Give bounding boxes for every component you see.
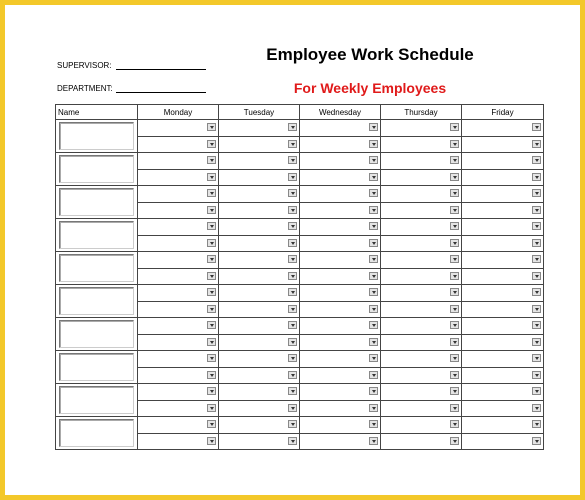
shift-select-cell[interactable] [219, 268, 300, 285]
dropdown-arrow-icon[interactable] [369, 354, 378, 362]
shift-select-cell[interactable] [381, 219, 462, 236]
dropdown-arrow-icon[interactable] [288, 371, 297, 379]
dropdown-arrow-icon[interactable] [532, 321, 541, 329]
shift-select-cell[interactable] [300, 153, 381, 170]
dropdown-arrow-icon[interactable] [369, 371, 378, 379]
shift-select-cell[interactable] [138, 318, 219, 335]
dropdown-arrow-icon[interactable] [532, 338, 541, 346]
department-field[interactable] [116, 92, 206, 93]
dropdown-arrow-icon[interactable] [207, 354, 216, 362]
dropdown-arrow-icon[interactable] [450, 123, 459, 131]
shift-select-cell[interactable] [138, 186, 219, 203]
shift-select-cell[interactable] [138, 153, 219, 170]
shift-select-cell[interactable] [219, 120, 300, 137]
shift-select-cell[interactable] [300, 202, 381, 219]
dropdown-arrow-icon[interactable] [207, 288, 216, 296]
dropdown-arrow-icon[interactable] [207, 321, 216, 329]
dropdown-arrow-icon[interactable] [450, 189, 459, 197]
dropdown-arrow-icon[interactable] [532, 420, 541, 428]
shift-select-cell[interactable] [462, 400, 544, 417]
shift-select-cell[interactable] [381, 433, 462, 450]
dropdown-arrow-icon[interactable] [369, 123, 378, 131]
shift-select-cell[interactable] [138, 235, 219, 252]
dropdown-arrow-icon[interactable] [207, 338, 216, 346]
shift-select-cell[interactable] [138, 136, 219, 153]
employee-name-cell [56, 417, 138, 450]
dropdown-arrow-icon[interactable] [207, 173, 216, 181]
shift-select-cell[interactable] [381, 285, 462, 302]
dropdown-arrow-icon[interactable] [532, 189, 541, 197]
shift-select-cell[interactable] [462, 120, 544, 137]
dropdown-arrow-icon[interactable] [450, 305, 459, 313]
dropdown-arrow-icon[interactable] [532, 272, 541, 280]
dropdown-arrow-icon[interactable] [369, 189, 378, 197]
shift-select-cell[interactable] [219, 367, 300, 384]
dropdown-arrow-icon[interactable] [288, 189, 297, 197]
dropdown-arrow-icon[interactable] [207, 272, 216, 280]
dropdown-arrow-icon[interactable] [450, 404, 459, 412]
dropdown-arrow-icon[interactable] [450, 239, 459, 247]
dropdown-arrow-icon[interactable] [207, 206, 216, 214]
shift-select-cell[interactable] [462, 136, 544, 153]
dropdown-arrow-icon[interactable] [369, 288, 378, 296]
dropdown-arrow-icon[interactable] [207, 189, 216, 197]
schedule-sheet [5, 5, 580, 495]
shift-select-cell[interactable] [462, 367, 544, 384]
shift-select-cell[interactable] [462, 334, 544, 351]
department-label: DEPARTMENT: [57, 84, 113, 93]
shift-select-cell[interactable] [219, 202, 300, 219]
dropdown-arrow-icon[interactable] [532, 255, 541, 263]
employee-name-input[interactable] [59, 122, 134, 150]
table-row [56, 417, 544, 434]
dropdown-arrow-icon[interactable] [288, 404, 297, 412]
shift-select-cell[interactable] [381, 202, 462, 219]
dropdown-arrow-icon[interactable] [288, 140, 297, 148]
dropdown-arrow-icon[interactable] [532, 288, 541, 296]
dropdown-arrow-icon[interactable] [369, 173, 378, 181]
shift-select-cell[interactable] [381, 268, 462, 285]
dropdown-arrow-icon[interactable] [288, 239, 297, 247]
shift-select-cell[interactable] [462, 153, 544, 170]
shift-select-cell[interactable] [462, 351, 544, 368]
employee-name-cell [56, 153, 138, 186]
supervisor-field[interactable] [116, 69, 206, 70]
day-column-header: Thursday [381, 105, 462, 120]
shift-select-cell[interactable] [138, 384, 219, 401]
shift-select-cell[interactable] [300, 120, 381, 137]
dropdown-arrow-icon[interactable] [450, 321, 459, 329]
employee-name-cell [56, 351, 138, 384]
employee-name-input[interactable] [59, 254, 134, 282]
shift-select-cell[interactable] [300, 136, 381, 153]
dropdown-arrow-icon[interactable] [288, 338, 297, 346]
dropdown-arrow-icon[interactable] [532, 123, 541, 131]
table-row [56, 219, 544, 236]
dropdown-arrow-icon[interactable] [207, 420, 216, 428]
dropdown-arrow-icon[interactable] [207, 404, 216, 412]
dropdown-arrow-icon[interactable] [450, 173, 459, 181]
shift-select-cell[interactable] [462, 252, 544, 269]
dropdown-arrow-icon[interactable] [450, 338, 459, 346]
dropdown-arrow-icon[interactable] [450, 288, 459, 296]
supervisor-label: SUPERVISOR: [57, 61, 112, 70]
dropdown-arrow-icon[interactable] [369, 321, 378, 329]
shift-select-cell[interactable] [300, 219, 381, 236]
shift-select-cell[interactable] [462, 433, 544, 450]
employee-name-input[interactable] [59, 353, 134, 381]
shift-select-cell[interactable] [138, 219, 219, 236]
shift-select-cell[interactable] [138, 169, 219, 186]
employee-name-cell [56, 252, 138, 285]
table-row [56, 120, 544, 137]
shift-select-cell[interactable] [300, 301, 381, 318]
dropdown-arrow-icon[interactable] [450, 437, 459, 445]
shift-select-cell[interactable] [300, 235, 381, 252]
shift-select-cell[interactable] [138, 120, 219, 137]
shift-select-cell[interactable] [381, 318, 462, 335]
header-row [56, 105, 544, 120]
shift-select-cell[interactable] [462, 301, 544, 318]
dropdown-arrow-icon[interactable] [369, 338, 378, 346]
day-column-header: Friday [462, 105, 544, 120]
page-subtitle: For Weekly Employees [293, 80, 447, 96]
shift-select-cell[interactable] [381, 169, 462, 186]
dropdown-arrow-icon[interactable] [369, 156, 378, 164]
shift-select-cell[interactable] [462, 285, 544, 302]
shift-select-cell[interactable] [138, 433, 219, 450]
dropdown-arrow-icon[interactable] [288, 255, 297, 263]
dropdown-arrow-icon[interactable] [369, 239, 378, 247]
dropdown-arrow-icon[interactable] [369, 255, 378, 263]
schedule-body [56, 120, 544, 450]
dropdown-arrow-icon[interactable] [450, 371, 459, 379]
shift-select-cell[interactable] [381, 301, 462, 318]
dropdown-arrow-icon[interactable] [450, 272, 459, 280]
shift-select-cell[interactable] [138, 400, 219, 417]
shift-select-cell[interactable] [300, 433, 381, 450]
shift-select-cell[interactable] [300, 417, 381, 434]
dropdown-arrow-icon[interactable] [288, 123, 297, 131]
employee-name-cell [56, 186, 138, 219]
shift-select-cell[interactable] [381, 252, 462, 269]
dropdown-arrow-icon[interactable] [532, 156, 541, 164]
dropdown-arrow-icon[interactable] [288, 420, 297, 428]
dropdown-arrow-icon[interactable] [450, 140, 459, 148]
dropdown-arrow-icon[interactable] [369, 437, 378, 445]
employee-name-input[interactable] [59, 320, 134, 348]
shift-select-cell[interactable] [138, 301, 219, 318]
shift-select-cell[interactable] [300, 285, 381, 302]
shift-select-cell[interactable] [138, 285, 219, 302]
dropdown-arrow-icon[interactable] [450, 222, 459, 230]
shift-select-cell[interactable] [462, 318, 544, 335]
shift-select-cell[interactable] [300, 384, 381, 401]
dropdown-arrow-icon[interactable] [288, 156, 297, 164]
shift-select-cell[interactable] [138, 367, 219, 384]
shift-select-cell[interactable] [219, 235, 300, 252]
dropdown-arrow-icon[interactable] [288, 173, 297, 181]
employee-name-input[interactable] [59, 188, 134, 216]
shift-select-cell[interactable] [219, 219, 300, 236]
shift-select-cell[interactable] [381, 334, 462, 351]
table-row [56, 186, 544, 203]
dropdown-arrow-icon[interactable] [288, 222, 297, 230]
shift-select-cell[interactable] [300, 334, 381, 351]
shift-select-cell[interactable] [300, 351, 381, 368]
shift-select-cell[interactable] [300, 186, 381, 203]
shift-select-cell[interactable] [219, 433, 300, 450]
shift-select-cell[interactable] [138, 252, 219, 269]
dropdown-arrow-icon[interactable] [532, 404, 541, 412]
dropdown-arrow-icon[interactable] [450, 387, 459, 395]
dropdown-arrow-icon[interactable] [288, 321, 297, 329]
day-column-header: Monday [138, 105, 219, 120]
shift-select-cell[interactable] [381, 120, 462, 137]
dropdown-arrow-icon[interactable] [369, 222, 378, 230]
shift-select-cell[interactable] [219, 153, 300, 170]
shift-select-cell[interactable] [381, 235, 462, 252]
shift-select-cell[interactable] [138, 334, 219, 351]
table-row [56, 285, 544, 302]
dropdown-arrow-icon[interactable] [369, 305, 378, 313]
shift-select-cell[interactable] [462, 384, 544, 401]
shift-select-cell[interactable] [300, 318, 381, 335]
shift-select-cell[interactable] [219, 351, 300, 368]
dropdown-arrow-icon[interactable] [288, 288, 297, 296]
dropdown-arrow-icon[interactable] [207, 239, 216, 247]
day-column-header: Wednesday [300, 105, 381, 120]
shift-select-cell[interactable] [219, 301, 300, 318]
table-row [56, 153, 544, 170]
dropdown-arrow-icon[interactable] [288, 437, 297, 445]
dropdown-arrow-icon[interactable] [450, 156, 459, 164]
shift-select-cell[interactable] [462, 268, 544, 285]
dropdown-arrow-icon[interactable] [450, 420, 459, 428]
shift-select-cell[interactable] [462, 202, 544, 219]
shift-select-cell[interactable] [462, 169, 544, 186]
shift-select-cell[interactable] [300, 268, 381, 285]
table-row [56, 351, 544, 368]
dropdown-arrow-icon[interactable] [207, 371, 216, 379]
dropdown-arrow-icon[interactable] [207, 255, 216, 263]
dropdown-arrow-icon[interactable] [207, 305, 216, 313]
dropdown-arrow-icon[interactable] [207, 156, 216, 164]
dropdown-arrow-icon[interactable] [369, 272, 378, 280]
shift-select-cell[interactable] [219, 384, 300, 401]
shift-select-cell[interactable] [300, 367, 381, 384]
employee-name-cell [56, 318, 138, 351]
employee-name-cell [56, 285, 138, 318]
dropdown-arrow-icon[interactable] [369, 420, 378, 428]
shift-select-cell[interactable] [138, 417, 219, 434]
employee-name-input[interactable] [59, 221, 134, 249]
dropdown-arrow-icon[interactable] [532, 206, 541, 214]
dropdown-arrow-icon[interactable] [532, 222, 541, 230]
shift-select-cell[interactable] [381, 351, 462, 368]
employee-name-cell [56, 219, 138, 252]
dropdown-arrow-icon[interactable] [288, 206, 297, 214]
employee-name-input[interactable] [59, 386, 134, 414]
shift-select-cell[interactable] [219, 136, 300, 153]
shift-select-cell[interactable] [381, 186, 462, 203]
shift-select-cell[interactable] [381, 153, 462, 170]
shift-select-cell[interactable] [300, 252, 381, 269]
table-row [56, 252, 544, 269]
dropdown-arrow-icon[interactable] [450, 206, 459, 214]
dropdown-arrow-icon[interactable] [532, 173, 541, 181]
day-column-header: Tuesday [219, 105, 300, 120]
shift-select-cell[interactable] [462, 235, 544, 252]
dropdown-arrow-icon[interactable] [369, 206, 378, 214]
dropdown-arrow-icon[interactable] [288, 305, 297, 313]
dropdown-arrow-icon[interactable] [207, 437, 216, 445]
dropdown-arrow-icon[interactable] [532, 387, 541, 395]
shift-select-cell[interactable] [300, 169, 381, 186]
dropdown-arrow-icon[interactable] [450, 354, 459, 362]
dropdown-arrow-icon[interactable] [288, 354, 297, 362]
dropdown-arrow-icon[interactable] [207, 123, 216, 131]
shift-select-cell[interactable] [381, 384, 462, 401]
shift-select-cell[interactable] [219, 169, 300, 186]
dropdown-arrow-icon[interactable] [207, 140, 216, 148]
dropdown-arrow-icon[interactable] [532, 371, 541, 379]
dropdown-arrow-icon[interactable] [532, 140, 541, 148]
shift-select-cell[interactable] [138, 268, 219, 285]
shift-select-cell[interactable] [462, 186, 544, 203]
name-column-header: Name [56, 105, 138, 120]
dropdown-arrow-icon[interactable] [532, 437, 541, 445]
employee-name-input[interactable] [59, 287, 134, 315]
employee-name-cell [56, 120, 138, 153]
shift-select-cell[interactable] [138, 202, 219, 219]
dropdown-arrow-icon[interactable] [288, 387, 297, 395]
shift-select-cell[interactable] [219, 334, 300, 351]
employee-name-cell [56, 384, 138, 417]
dropdown-arrow-icon[interactable] [532, 239, 541, 247]
shift-select-cell[interactable] [381, 367, 462, 384]
shift-select-cell[interactable] [219, 417, 300, 434]
dropdown-arrow-icon[interactable] [532, 354, 541, 362]
employee-name-input[interactable] [59, 155, 134, 183]
shift-select-cell[interactable] [219, 400, 300, 417]
table-row [56, 318, 544, 335]
shift-select-cell[interactable] [300, 400, 381, 417]
dropdown-arrow-icon[interactable] [207, 387, 216, 395]
shift-select-cell[interactable] [138, 351, 219, 368]
shift-select-cell[interactable] [219, 252, 300, 269]
employee-name-input[interactable] [59, 419, 134, 447]
shift-select-cell[interactable] [381, 136, 462, 153]
dropdown-arrow-icon[interactable] [532, 305, 541, 313]
table-row [56, 384, 544, 401]
dropdown-arrow-icon[interactable] [369, 387, 378, 395]
shift-select-cell[interactable] [381, 400, 462, 417]
dropdown-arrow-icon[interactable] [207, 222, 216, 230]
dropdown-arrow-icon[interactable] [288, 272, 297, 280]
shift-select-cell[interactable] [219, 186, 300, 203]
dropdown-arrow-icon[interactable] [450, 255, 459, 263]
dropdown-arrow-icon[interactable] [369, 140, 378, 148]
page-title: Employee Work Schedule [266, 45, 474, 64]
shift-select-cell[interactable] [219, 285, 300, 302]
shift-select-cell[interactable] [462, 219, 544, 236]
shift-select-cell[interactable] [381, 417, 462, 434]
schedule-table [55, 104, 544, 450]
dropdown-arrow-icon[interactable] [369, 404, 378, 412]
shift-select-cell[interactable] [219, 318, 300, 335]
shift-select-cell[interactable] [462, 417, 544, 434]
